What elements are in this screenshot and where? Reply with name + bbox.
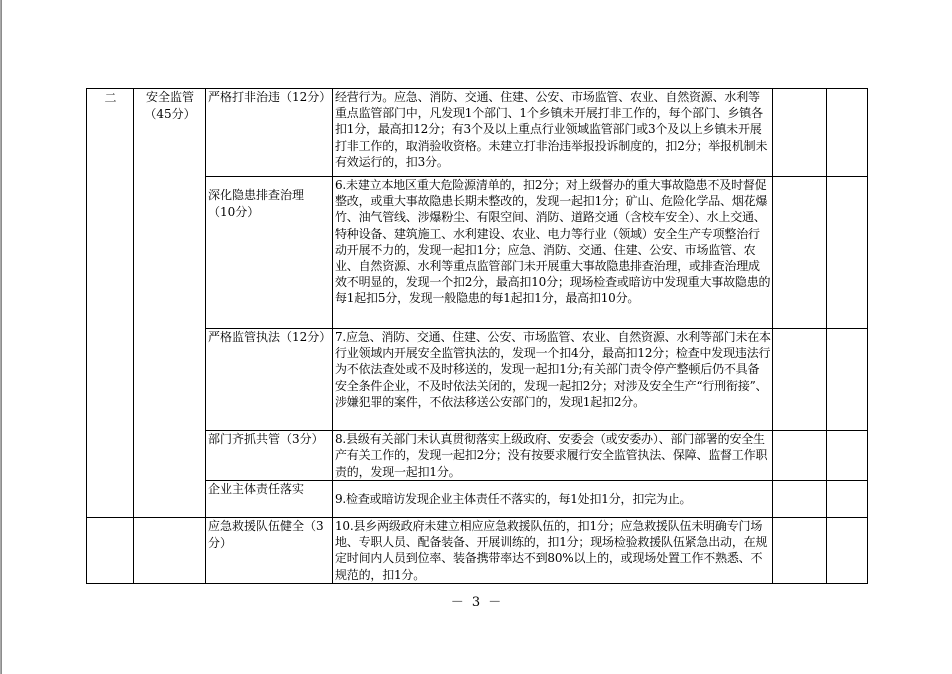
item-criteria: 9.检查或暗访发现企业主体责任不落实的，每1处扣1分，扣完为止。 (333, 481, 773, 518)
score-cell (773, 431, 827, 481)
item-name: 深化隐患排查治理（10分） (206, 177, 333, 329)
table-row (87, 89, 868, 177)
section-number: 二 (87, 89, 134, 518)
item-criteria: 7.应急、消防、交通、住建、公安、市场监管、农业、自然资源、水利等部门未在本行业领域内开展安全监管执法的，发现一个扣4分，最高扣12分；检查中发现违法行为不依法查处或不及时移送的，发现一起扣1分;有关部门责令停产整顿后仍不具备安全条件企业，不及时依法关闭的，发现一起扣2分；对涉及安全生产“行刑衔接”、涉嫌犯罪的案件，不依法移送公安部门的，发现1起扣2分。 (333, 329, 773, 431)
item-criteria: 8.县级有关部门未认真贯彻落实上级政府、安委会（或安委办）、部门部署的安全生产有关工作的，发现一起扣2分；没有按要求履行安全监管执法、保障、监督工作职责的，发现一起扣1分。 (333, 431, 773, 481)
item-name: 应急救援队伍健全（3分） (206, 518, 333, 584)
section-category (134, 89, 206, 518)
remark-cell (827, 329, 868, 431)
remark-cell (827, 177, 868, 329)
remark-cell (827, 518, 868, 584)
item-name: 企业主体责任落实 (206, 481, 333, 518)
section-category-empty (134, 518, 206, 584)
remark-cell (827, 481, 868, 518)
item-name: 严格监管执法（12分） (206, 329, 333, 431)
table-row (87, 518, 868, 584)
score-cell (773, 518, 827, 584)
item-criteria: 经营行为。应急、消防、交通、住建、公安、市场监管、农业、自然资源、水利等重点监管部门中，凡发现1个部门、1个乡镇未开展打非工作的，每个部门、乡镇各扣1分，最高扣12分；有3个及以上重点行业领域监管部门或3个及以上乡镇未开展打非工作的，取消验收资格。未建立打非治违举报投诉制度的，扣2分；举报机制未有效运行的，扣3分。 (333, 89, 773, 177)
section-title: 安全监管 (145, 90, 194, 104)
page-number: － 3 － (450, 595, 504, 610)
document-page (1, 0, 952, 674)
item-name: 严格打非治违（12分） (206, 89, 333, 177)
item-criteria: 6.未建立本地区重大危险源清单的，扣2分；对上级督办的重大事故隐患不及时督促整改，或重大事故隐患长期未整改的，发现一起扣1分；矿山、危险化学品、烟花爆竹、油气管线、涉爆粉尘、有限空间、消防、道路交通（含校车安全）、水上交通、特种设备、建筑施工、水利建设、农业、电力等行业（领域）安全生产专项整治行动开展不力的，发现一起扣1分；应急、消防、交通、住建、公安、市场监管、农业、自然资源、水利等重点监管部门未开展重大事故隐患排查治理，或排查治理成效不明显的，发现一个扣2分，最高扣10分；现场检查或暗访中发现重大事故隐患的每1起扣5分，发现一般隐患的每1起扣1分，最高扣10分。 (333, 177, 773, 329)
section-number-empty (87, 518, 134, 584)
score-cell (773, 329, 827, 431)
score-cell (773, 481, 827, 518)
remark-cell (827, 431, 868, 481)
item-name: 部门齐抓共管（3分） (206, 431, 333, 481)
scoring-table (86, 88, 868, 584)
remark-cell (827, 89, 868, 177)
section-score: （45分） (144, 107, 196, 121)
score-cell (773, 89, 827, 177)
item-criteria: 10.县乡两级政府未建立相应应急救援队伍的，扣1分；应急救援队伍未明确专门场地、专职人员、配备装备、开展训练的，扣1分；现场检验救援队伍紧急出动，在规定时间内人员到位率、装备携带率达不到80%以上的，或现场处置工作不熟悉、不规范的，扣1分。 (333, 518, 773, 584)
score-cell (773, 177, 827, 329)
